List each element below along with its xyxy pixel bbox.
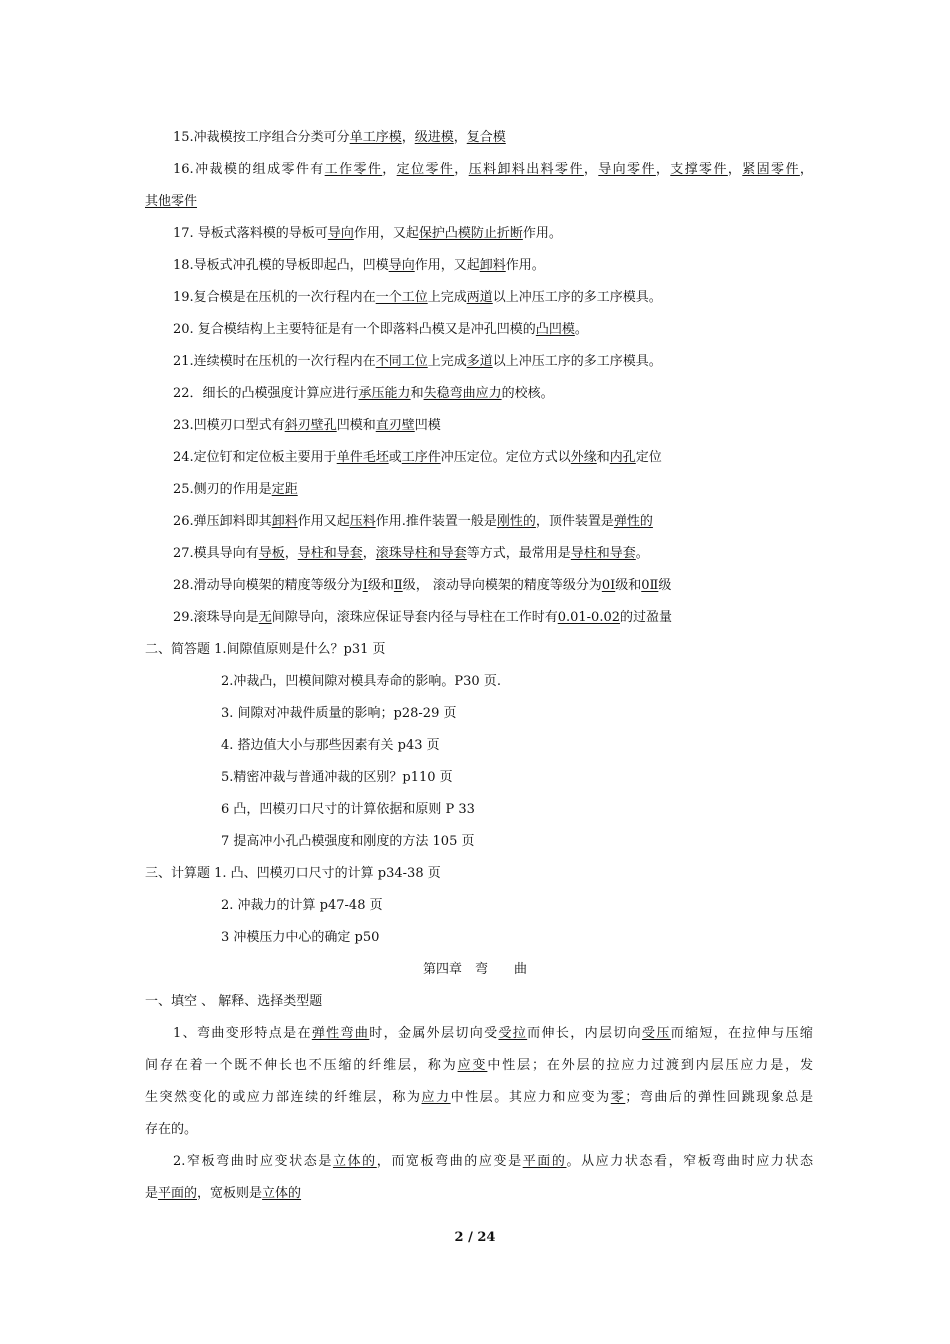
plain-text: 二、简答题 1.间隙值原则是什么？p31 页 <box>145 642 386 657</box>
plain-text: 间存在着一个既不伸长也不压缩的纤维层，称为 <box>145 1058 458 1073</box>
answer-text: 复合模 <box>466 130 506 145</box>
answer-text: Ⅱ <box>393 578 403 593</box>
plain-text: 24.定位钉和定位板主要用于 <box>173 450 337 465</box>
text-line <box>173 154 813 186</box>
text-line <box>173 474 841 506</box>
answer-text: 导板 <box>258 546 285 561</box>
plain-text: 作用。 <box>505 258 545 273</box>
list-item <box>221 794 889 826</box>
answer-text: 零 <box>610 1090 626 1105</box>
answer-text: 0.01-0.02 <box>557 610 621 625</box>
plain-text: 2. 冲裁力的计算 p47-48 页 <box>221 898 383 913</box>
text-line <box>173 218 841 250</box>
plain-text: 时，金属外层切向受 <box>369 1026 499 1041</box>
answer-text: 0Ⅱ <box>641 578 659 593</box>
chapter-title <box>0 954 950 986</box>
text-line <box>145 1050 813 1082</box>
plain-text: 三、计算题 1. 凸、凹模刃口尺寸的计算 p34-38 页 <box>145 866 441 881</box>
answer-text: 工作零件 <box>324 162 383 177</box>
plain-text: 16.冲裁模的组成零件有 <box>173 162 325 177</box>
plain-text: ， <box>799 162 813 177</box>
plain-text: 28.滑动导向模架的精度等级分为 <box>173 578 363 593</box>
text-line <box>145 1114 813 1146</box>
plain-text: ， <box>727 162 743 177</box>
list-item <box>221 762 889 794</box>
plain-text: 22．细长的凸模强度计算应进行 <box>173 386 359 401</box>
answer-text: 无 <box>258 610 272 625</box>
answer-text: 导向 <box>327 226 354 241</box>
answer-text: 导向 <box>388 258 415 273</box>
answer-text: 导柱和导套 <box>297 546 363 561</box>
plain-text: 或 <box>388 450 402 465</box>
plain-text: 级和 <box>615 578 642 593</box>
plain-text: 生突然变化的或应力部连续的纤维层，称为 <box>145 1090 422 1105</box>
plain-text: 存在的。 <box>145 1122 198 1137</box>
plain-text: ， <box>454 162 469 177</box>
text-line <box>145 1082 813 1114</box>
answer-text: 弹性弯曲 <box>311 1026 370 1041</box>
plain-text: ， <box>284 546 298 561</box>
text-line <box>173 250 841 282</box>
text-line <box>173 602 841 634</box>
answer-text: 承压能力 <box>358 386 411 401</box>
answer-text: 应变 <box>457 1058 488 1073</box>
answer-text: 单工序模 <box>349 130 402 145</box>
answer-text: 不同工位 <box>375 354 428 369</box>
plain-text: 23.凹模刃口型式有 <box>173 418 285 433</box>
answer-text: 支撑零件 <box>670 162 728 177</box>
plain-text: 5.精密冲裁与普通冲裁的区别？p110 页 <box>221 770 453 785</box>
answer-text: 0Ⅰ <box>601 578 616 593</box>
plain-text: 21.连续模时在压机的一次行程内在 <box>173 354 376 369</box>
answer-text: 定位零件 <box>396 162 455 177</box>
plain-text: 而缩短，在拉伸与压缩 <box>670 1026 813 1041</box>
answer-text: 外缘 <box>570 450 597 465</box>
plain-text: 25.侧刃的作用是 <box>173 482 272 497</box>
plain-text: 以上冲压工序的多工序模具。 <box>492 354 662 369</box>
section-heading <box>145 634 813 666</box>
list-item <box>221 698 889 730</box>
plain-text: 以上冲压工序的多工序模具。 <box>492 290 662 305</box>
list-item <box>221 730 889 762</box>
plain-text: 4. 搭边值大小与那些因素有关 p43 页 <box>221 738 440 753</box>
answer-text: 刚性的 <box>496 514 536 529</box>
plain-text: 3. 间隙对冲裁件质量的影响；p28-29 页 <box>221 706 457 721</box>
plain-text: 18.导板式冲孔模的导板即起凸，凹模 <box>173 258 389 273</box>
plain-text: 2.窄板弯曲时应变状态是 <box>173 1154 333 1169</box>
answer-text: 失稳弯曲应力 <box>423 386 502 401</box>
plain-text: 29.滚珠导向是 <box>173 610 259 625</box>
plain-text: 级 <box>658 578 672 593</box>
answer-text: 平面的 <box>158 1186 198 1201</box>
plain-text: ，宽板则是 <box>197 1186 263 1201</box>
text-line <box>145 186 813 218</box>
answer-text: 紧固零件 <box>742 162 800 177</box>
plain-text: 冲压定位。定位方式以 <box>440 450 571 465</box>
plain-text: 。 <box>574 322 588 337</box>
plain-text: 而伸长，内层切向 <box>527 1026 643 1041</box>
plain-text: 定位 <box>635 450 662 465</box>
plain-text: ， <box>453 130 467 145</box>
text-line <box>173 346 841 378</box>
plain-text: ，顶件装置是 <box>535 514 614 529</box>
answer-text: 平面的 <box>522 1154 567 1169</box>
plain-text: 3 冲模压力中心的确定 p50 <box>221 930 380 945</box>
answer-text: 直刃壁 <box>375 418 415 433</box>
answer-text: 内孔 <box>609 450 636 465</box>
text-line <box>173 410 841 442</box>
plain-text: 是 <box>145 1186 159 1201</box>
answer-text: 卸料 <box>271 514 298 529</box>
plain-text: 等方式，最常用是 <box>466 546 571 561</box>
plain-text: 2.冲裁凸，凹模间隙对模具寿命的影响。P30 页. <box>221 674 501 689</box>
answer-text: 弹性的 <box>613 514 653 529</box>
answer-text: 两道 <box>466 290 493 305</box>
text-line <box>173 570 841 602</box>
plain-text: 中性层；在外层的拉应力过渡到内层压应力是，发 <box>487 1058 813 1073</box>
plain-text: 6 凸，凹模刃口尺寸的计算依据和原则 P 33 <box>221 802 475 817</box>
plain-text: 15.冲裁模按工序组合分类可分 <box>173 130 350 145</box>
answer-text: 一个工位 <box>375 290 428 305</box>
answer-text: 多道 <box>466 354 493 369</box>
plain-text: ， <box>382 162 397 177</box>
answer-text: 受拉 <box>498 1026 528 1041</box>
plain-text: 作用，又起 <box>353 226 419 241</box>
answer-text: 导柱和导套 <box>570 546 636 561</box>
text-line <box>173 282 841 314</box>
answer-text: 保护凸模防止折断 <box>418 226 523 241</box>
answer-text: 立体的 <box>262 1186 302 1201</box>
plain-text: 和 <box>596 450 610 465</box>
text-line <box>145 1178 813 1210</box>
plain-text: 级和 <box>367 578 394 593</box>
plain-text: 和 <box>410 386 424 401</box>
answer-text: 斜刃壁孔 <box>284 418 337 433</box>
section-heading <box>145 986 813 1018</box>
answer-text: 级进模 <box>414 130 454 145</box>
answer-text: 单件毛坯 <box>336 450 389 465</box>
answer-text: 受压 <box>642 1026 671 1041</box>
plain-text: 一、填空 、 解释、选择类型题 <box>145 994 323 1009</box>
plain-text: 作用，又起 <box>414 258 480 273</box>
answer-text: 卸料 <box>479 258 506 273</box>
plain-text: 1、弯曲变形特点是在 <box>173 1026 312 1041</box>
plain-text: 作用.推件装置一般是 <box>375 514 497 529</box>
answer-text: 定距 <box>271 482 298 497</box>
plain-text: 19.复合模是在压机的一次行程内在 <box>173 290 376 305</box>
text-line <box>173 378 841 410</box>
answer-text: 导向零件 <box>598 162 656 177</box>
plain-text: ， <box>583 162 599 177</box>
text-line <box>173 538 841 570</box>
answer-text: 工序件 <box>401 450 441 465</box>
answer-text: 应力 <box>421 1090 451 1105</box>
list-item <box>221 922 889 954</box>
plain-text: ，而宽板弯曲的应变是 <box>376 1154 523 1169</box>
plain-text: 级， 滚动导向模架的精度等级分为 <box>402 578 602 593</box>
answer-text: Ⅰ <box>362 578 368 593</box>
plain-text: 20. 复合模结构上主要特征是有一个即落料凸模又是冲孔凹模的 <box>173 322 536 337</box>
text-line <box>173 442 841 474</box>
plain-text: 26.弹压卸料即其 <box>173 514 272 529</box>
plain-text: 作用又起 <box>297 514 350 529</box>
list-item <box>221 666 889 698</box>
plain-text: ；弯曲后的弹性回跳现象总是 <box>625 1090 813 1105</box>
plain-text: 7 提高冲小孔凸模强度和刚度的方法 105 页 <box>221 834 475 849</box>
answer-text: 压料 <box>349 514 376 529</box>
plain-text: 27.模具导向有 <box>173 546 259 561</box>
plain-text: ， <box>655 162 671 177</box>
plain-text: 。从应力状态看，窄板弯曲时应力状态 <box>566 1154 813 1169</box>
plain-text: 上完成 <box>427 354 467 369</box>
page-number: 2 / 24 <box>454 1230 496 1245</box>
answer-text: 滚珠导柱和导套 <box>375 546 467 561</box>
plain-text: 的校核。 <box>501 386 554 401</box>
text-line <box>173 314 841 346</box>
plain-text: 凹模 <box>414 418 441 433</box>
answer-text: 立体的 <box>332 1154 377 1169</box>
plain-text: 中性层。其应力和应变为 <box>450 1090 611 1105</box>
text-line <box>173 122 841 154</box>
plain-text: 的过盈量 <box>620 610 673 625</box>
list-item <box>221 826 889 858</box>
plain-text: 作用。 <box>522 226 562 241</box>
plain-text: 上完成 <box>427 290 467 305</box>
text-line <box>173 1018 813 1050</box>
text-line <box>173 1146 813 1178</box>
answer-text: 其他零件 <box>145 194 198 209</box>
answer-text: 压料卸料出料零件 <box>468 162 584 177</box>
plain-text: 。 <box>635 546 649 561</box>
list-item <box>221 890 889 922</box>
plain-text: ， <box>401 130 415 145</box>
plain-text: 凹模和 <box>336 418 376 433</box>
plain-text: 第四章 弯 曲 <box>422 962 527 977</box>
text-line <box>173 506 841 538</box>
answer-text: 凸凹模 <box>535 322 575 337</box>
section-heading <box>145 858 813 890</box>
plain-text: ， <box>362 546 376 561</box>
plain-text: 间隙导向，滚珠应保证导套内径与导柱在工作时有 <box>271 610 558 625</box>
plain-text: 17. 导板式落料模的导板可 <box>173 226 328 241</box>
